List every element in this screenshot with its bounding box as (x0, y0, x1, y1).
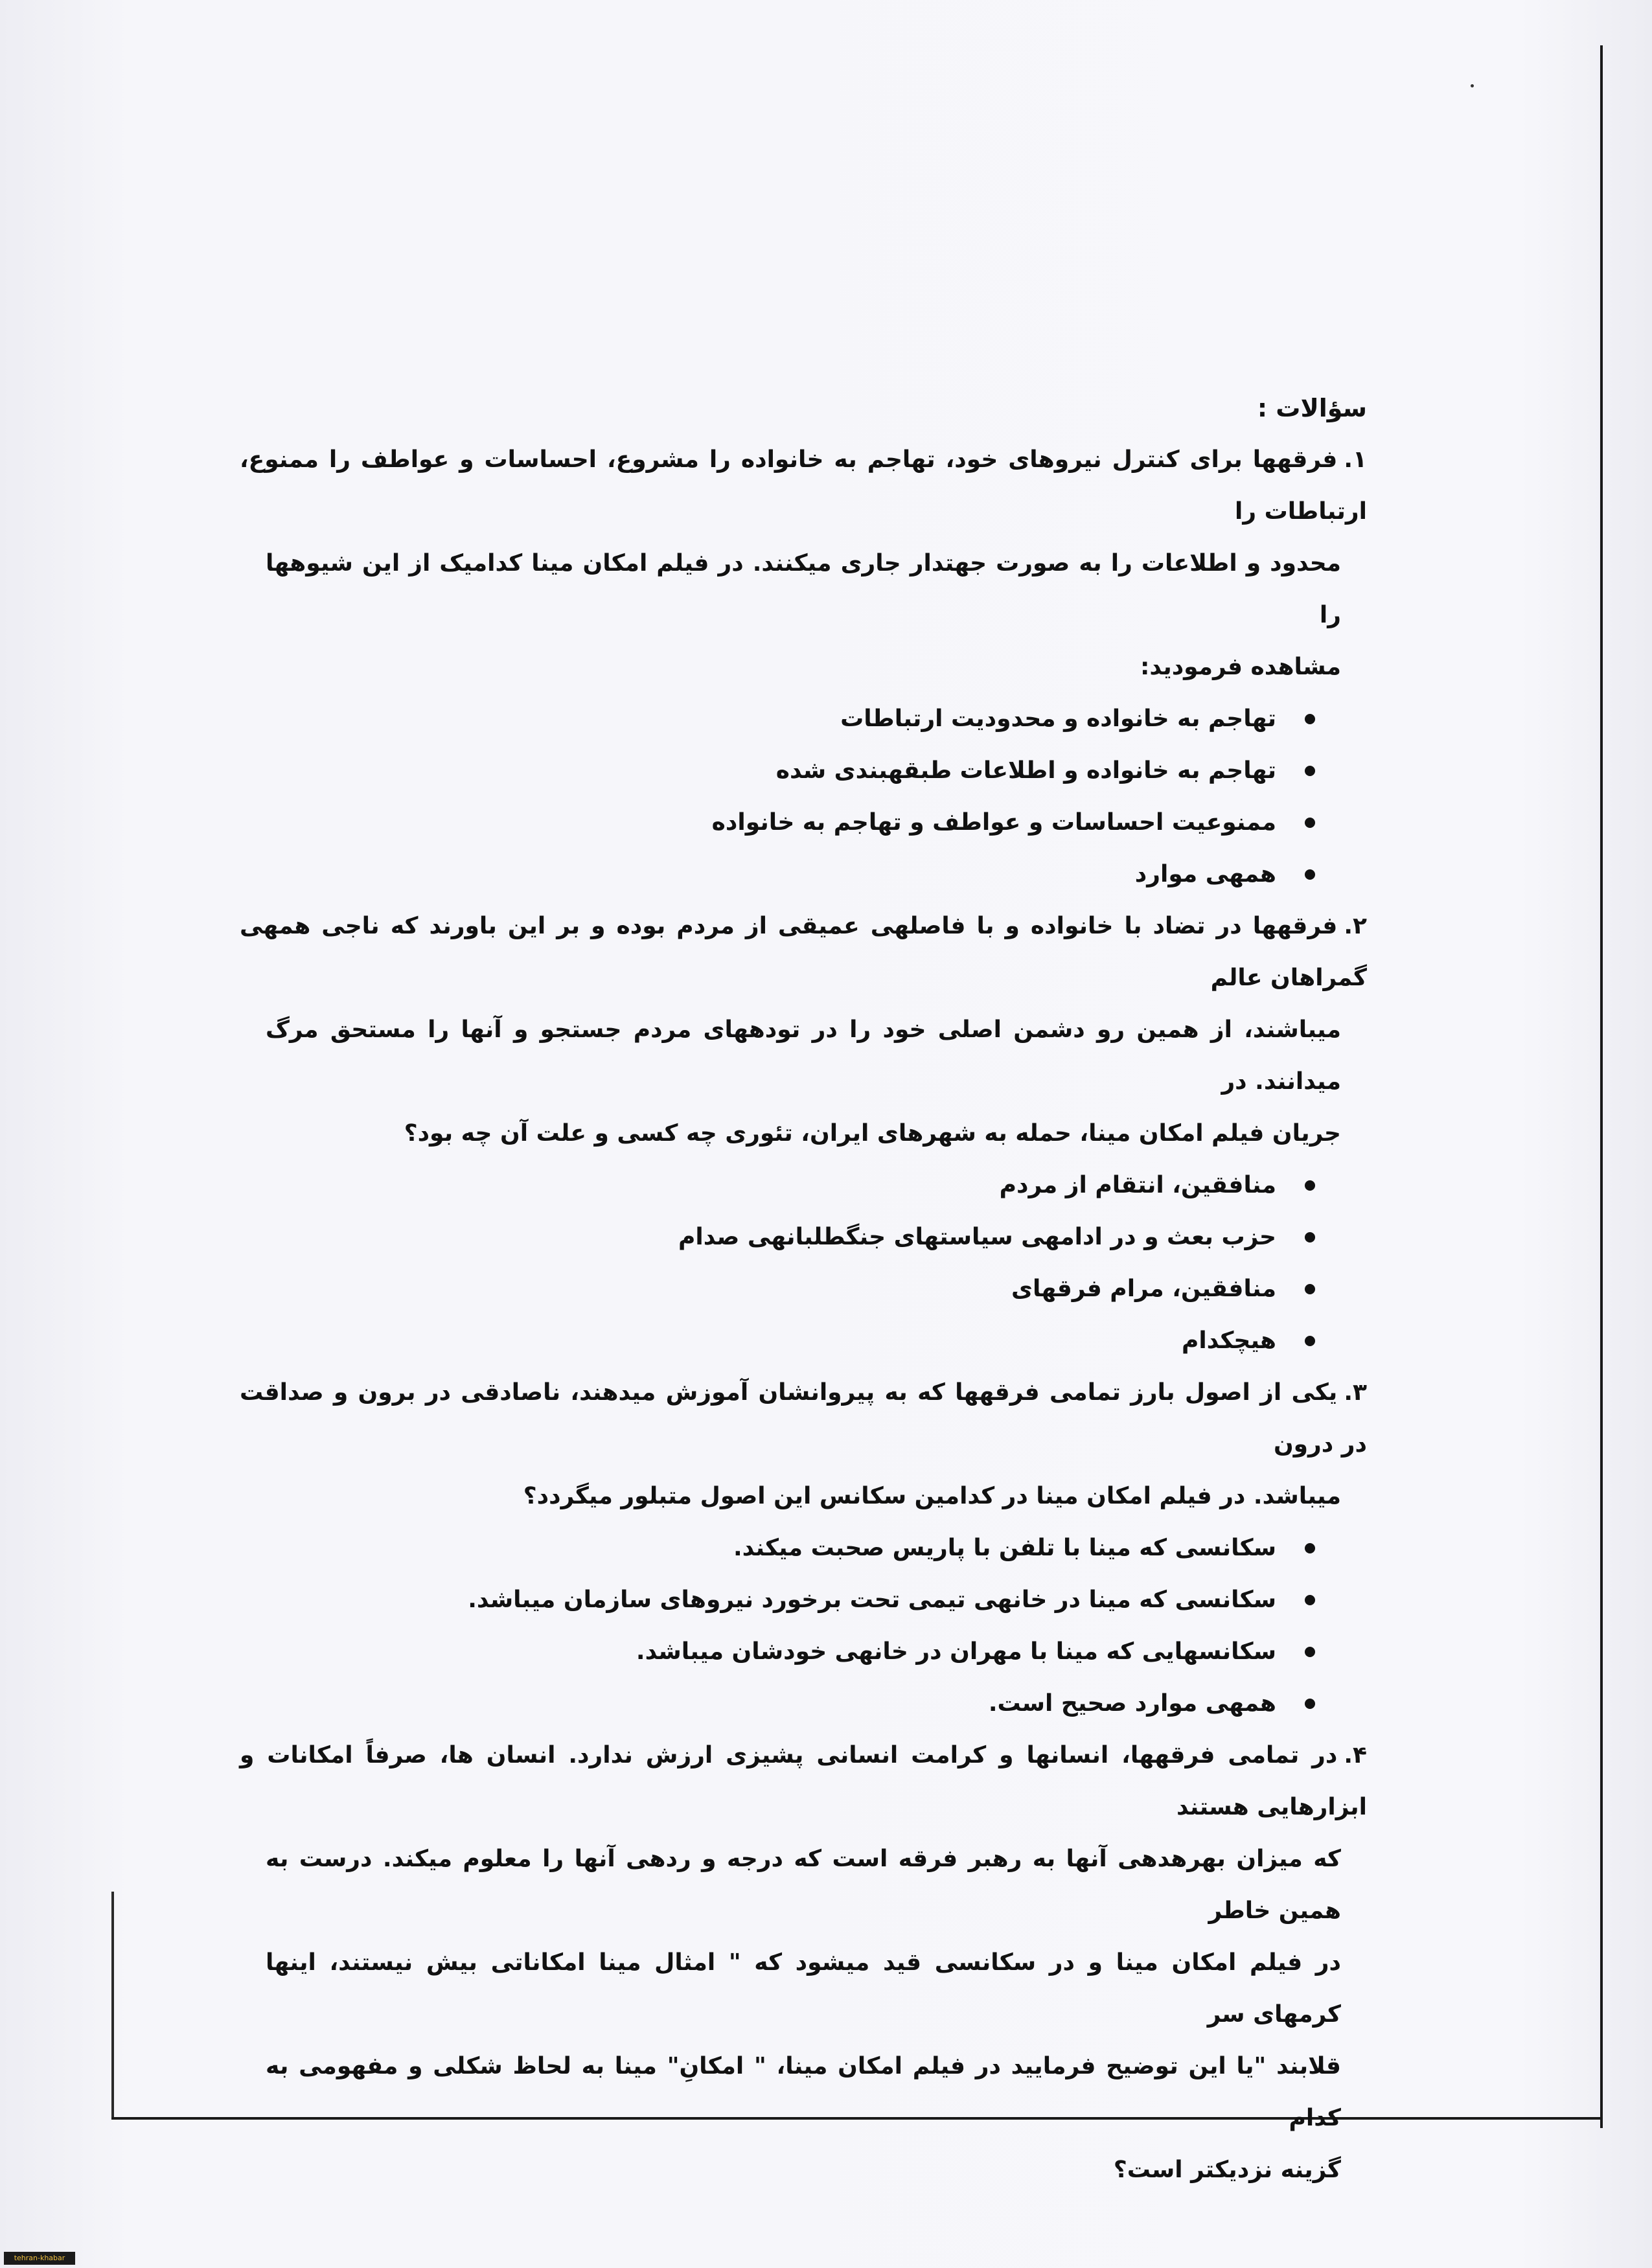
question-number: ۳. (1344, 1379, 1367, 1406)
option-item: همهی موارد صحیح است. (266, 1678, 1315, 1730)
question-3-options (266, 1522, 1367, 1730)
questions-section (240, 382, 1367, 2196)
bullet-icon (1305, 1699, 1315, 1709)
bullet-icon (1305, 1284, 1315, 1294)
question-number: ۲. (1344, 913, 1367, 939)
option-item: منافقین، مرام فرقهای (266, 1263, 1315, 1315)
page-border-left (111, 1892, 114, 2118)
question-3-line-1: ۳.یکی از اصول بارز تمامی فرقهها که به پیروانشان آموزش میدهند، ناصادقی در برون و صداقت در درون (240, 1379, 1367, 1458)
bullet-icon (1305, 1180, 1315, 1191)
option-item: سکانسی که مینا در خانهی تیمی تحت برخورد نیروهای سازمان میباشد. (266, 1574, 1315, 1626)
page-border-right (1600, 45, 1603, 2128)
question-3 (240, 1367, 1367, 1522)
option-item: سکانسهایی که مینا با مهران در خانهی خودشان میباشد. (266, 1626, 1315, 1678)
option-item: تهاجم به خانواده و اطلاعات طبقهبندی شده (266, 745, 1315, 797)
question-4-line-1: ۴.در تمامی فرقهها، انسانها و کرامت انسانی پشیزی ارزش ندارد. انسان ها، صرفاً امکانات و ابزارهایی هستند (240, 1742, 1367, 1820)
question-4-line-3: در فیلم امکان مینا و در سکانسی قید میشود که " امثال مینا امکاناتی بیش نیستند، اینها کرمهای سر (266, 1949, 1341, 2028)
question-4-line-2: که میزان بهرهدهی آنها به رهبر فرقه است که درجه و ردهی آنها را معلوم میکند. درست به همین خاطر (266, 1846, 1341, 1924)
question-2-line-1: ۲.فرقهها در تضاد با خانواده و با فاصلهی عمیقی از مردم بوده و بر این باورند که ناجی همهی گمراهان عالم (240, 913, 1367, 991)
bullet-icon (1305, 766, 1315, 776)
question-2-line-3: جریان فیلم امکان مینا، حمله به شهرهای ایران، تئوری چه کسی و علت آن چه بود؟ (404, 1120, 1341, 1147)
question-3-line-2: میباشد. در فیلم امکان مینا در کدامین سکانس این اصول متبلور میگردد؟ (523, 1483, 1341, 1509)
question-2-line-2: میباشند، از همین رو دشمن اصلی خود را در تودههای مردم جستجو و آنها را مستحق مرگ میدانند. در (266, 1016, 1341, 1095)
scan-speck (1471, 84, 1474, 87)
bullet-icon (1305, 1543, 1315, 1553)
option-item: حزب بعث و در ادامهی سیاستهای جنگطلبانهی صدام (266, 1211, 1315, 1263)
bullet-icon (1305, 714, 1315, 724)
question-number: ۴. (1344, 1742, 1367, 1769)
option-item: منافقین، انتقام از مردم (266, 1160, 1315, 1211)
question-4-line-5: گزینه نزدیکتر است؟ (1113, 2157, 1341, 2183)
question-number: ۱. (1344, 446, 1367, 473)
question-1-line-3: مشاهده فرمودید: (1140, 654, 1341, 680)
bullet-icon (1305, 1647, 1315, 1657)
section-heading: سؤالات : (1257, 394, 1367, 422)
question-1-line-2: محدود و اطلاعات را به صورت جهتدار جاری میکنند. در فیلم امکان مینا کدامیک از این شیوهها را (266, 550, 1341, 628)
bullet-icon (1305, 1232, 1315, 1243)
option-item: سکانسی که مینا با تلفن با پاریس صحبت میکند. (266, 1522, 1315, 1574)
bullet-icon (1305, 1336, 1315, 1346)
bullet-icon (1305, 1595, 1315, 1605)
option-item: هیچکدام (266, 1315, 1315, 1367)
question-2 (240, 900, 1367, 1160)
question-1-options (266, 693, 1367, 900)
option-item: ممنوعیت احساسات و عواطف و تهاجم به خانواده (266, 797, 1315, 849)
watermark-badge: tehran-khabar (4, 2252, 75, 2265)
option-item: تهاجم به خانواده و محدودیت ارتباطات (266, 693, 1315, 745)
option-item: همهی موارد (266, 849, 1315, 900)
bullet-icon (1305, 818, 1315, 828)
question-1-line-1: ۱.فرقهها برای کنترل نیروهای خود، تهاجم به خانواده را مشروع، احساسات و عواطف را ممنوع، ارتباطات را (240, 446, 1367, 525)
question-4 (240, 1730, 1367, 2196)
question-4-line-4: قلابند "یا این توضیح فرمایید در فیلم امکان مینا، " امکانِ" مینا به لحاظ شکلی و مفهومی به کدام (266, 2053, 1341, 2131)
question-2-options (266, 1160, 1367, 1367)
question-1 (240, 434, 1367, 693)
bullet-icon (1305, 869, 1315, 880)
